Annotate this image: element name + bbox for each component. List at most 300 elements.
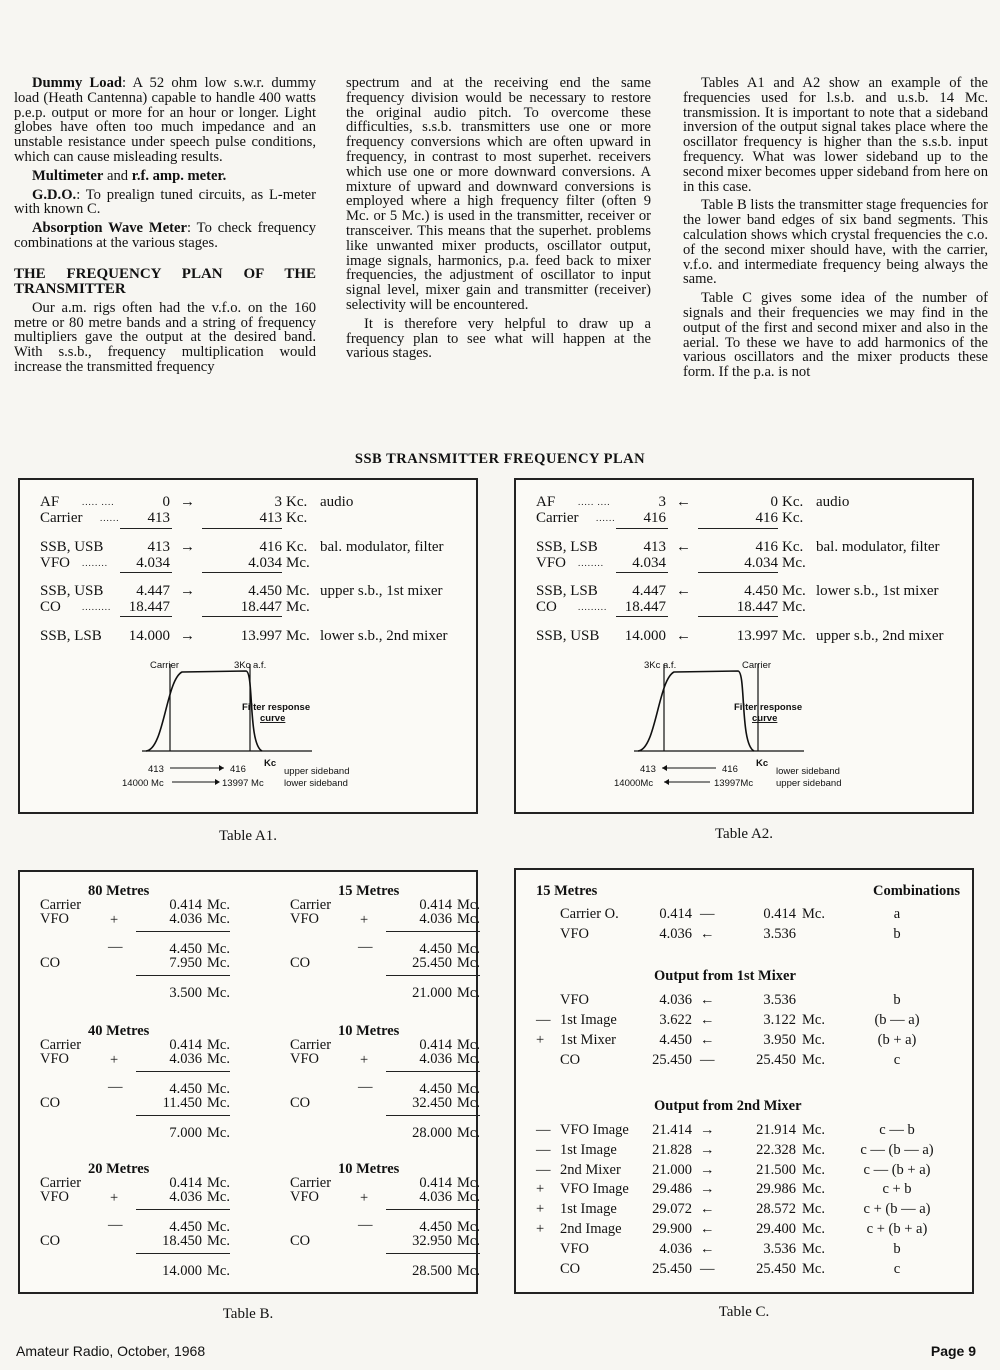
sign: + [536,1201,545,1218]
carrier-label: Carrier [290,1037,332,1053]
footer-page-number: Page 9 [930,1343,976,1359]
direction-arrow: ← [700,1221,715,1237]
paragraph: Our a.m. rigs often had the v.f.o. on the 160 metre or 80 metre bands and a string of frequency multipliers gave the output at the desired band. With s.s.b., frequency multiplication would increase the transmitted frequency [14,299,316,375]
band-edge-value: 21.000 [412,985,452,1001]
signal-label: CO [560,1260,581,1277]
arrow-head [219,765,224,771]
text-column-3 [683,76,988,384]
sign: + [536,1221,545,1237]
vfo-value: 4.036 [419,1051,452,1067]
unit-label: Mc. [286,583,310,599]
text-column-1 [14,76,316,379]
input-frequency: 0 [162,494,170,510]
signal-label: Carrier O. [560,906,619,922]
band-title: 10 Metres [338,1161,400,1177]
plan-title: SSB TRANSMITTER FREQUENCY PLAN [354,451,646,467]
leader-dots: ..... .... [82,497,115,507]
signal-label: VFO [560,992,590,1008]
text-column-2 [346,76,651,365]
frequency-row [516,583,972,599]
direction-arrow: → [180,583,195,599]
frequency-row [20,599,476,615]
sum-rule [386,975,480,976]
unit-label: Mc. [207,1081,230,1097]
term-dummy-load: Dummy Load [32,75,122,91]
frequency-row [20,583,476,599]
unit-label: Mc. [457,941,480,957]
band-block [40,884,230,1014]
sideband-label-1: upper sideband [284,766,350,777]
co-value: 11.450 [162,1095,202,1111]
co-label: CO [40,1095,61,1111]
carrier-value: 0.414 [169,1037,202,1053]
term-gdo: G.D.O. [32,186,77,203]
vfo-value: 4.036 [169,911,202,927]
sum-rule [136,1209,230,1210]
unit-label: Mc. [802,1012,825,1028]
minus-sign: — [358,1217,373,1233]
arrow-head [664,779,669,785]
carrier-label: Carrier [40,1175,82,1191]
direction-arrow: → [700,1181,715,1198]
direction-arrow: → [180,628,195,644]
input-frequency: 416 [643,510,666,526]
vfo-label: VFO [40,1051,70,1067]
unit-label: Mc. [457,1175,480,1191]
leader-dots: ..... .... [578,497,611,507]
frequency-b: 28.572 [756,1201,796,1218]
direction-arrow: ← [700,1201,715,1218]
unit-label: Mc. [207,1189,230,1205]
frequency-a: 29.900 [652,1221,692,1237]
combination: c + b [882,1181,912,1198]
row-label: AF [536,494,556,510]
unit-label: Mc. [457,911,480,927]
unit-label: Mc. [802,1260,825,1277]
input-frequency: 18.447 [624,599,666,615]
carrier-value: 0.414 [419,897,452,913]
vfo-label: VFO [290,1189,320,1205]
unit-label: Kc. [782,539,804,555]
combinations-heading: Combinations [872,883,960,899]
frequency-b: 3.536 [763,992,796,1008]
frequency-a: 21.414 [652,1122,692,1138]
section-heading: THE FREQUENCY PLAN OF THE TRANSMITTER [14,265,316,297]
output-frequency: 416 [259,539,282,555]
frequency-a: 4.036 [659,1240,692,1257]
stage-description: bal. modulator, filter [816,539,940,555]
frequency-row [516,628,972,644]
table-c-box [514,868,974,1294]
direction-arrow: — [700,1260,715,1277]
unit-label: Kc. [286,510,308,526]
frequency-b: 0.414 [763,906,796,922]
sum-rule [386,1253,480,1254]
unit-label: Mc. [457,955,480,971]
output-frequency: 4.034 [248,555,282,571]
sign: — [536,1122,551,1138]
sum-rule [120,572,172,573]
unit-label: Mc. [782,583,806,599]
signal-label: 1st Image [560,1201,617,1218]
band-title: 20 Metres [88,1161,150,1177]
signal-label: 1st Image [560,1012,617,1028]
leader-dots: ...... [100,513,120,523]
unit-label: Mc. [207,1125,230,1141]
row-label: CO [40,599,61,615]
unit-label: Mc. [207,1219,230,1235]
input-frequency: 4.447 [136,583,170,599]
frequency-b: 25.450 [756,1052,796,1068]
stage-description: upper s.b., 1st mixer [320,583,443,599]
unit-label: Mc. [802,1201,825,1218]
axis-tick-416: 416 [230,764,246,775]
unit-label: Kc. [286,539,308,555]
unit-label: Mc. [207,1175,230,1191]
row-label: CO [536,599,557,615]
signal-label: VFO Image [560,1122,629,1138]
direction-arrow: ← [676,583,691,599]
unit-label: Mc. [207,1263,230,1279]
table-b-box [18,870,478,1294]
band-title: 40 Metres [88,1023,150,1039]
co-label: CO [40,1233,61,1249]
row-label: SSB, USB [40,583,104,599]
sum-value: 4.450 [419,941,452,957]
unit-label: Mc. [457,897,480,913]
plus-sign: + [110,1190,119,1206]
direction-arrow: → [700,1161,715,1178]
sideband-label-1: lower sideband [776,766,840,777]
input-frequency: 14.000 [624,628,666,644]
unit-label: Kc. [782,510,804,526]
unit-label: Mc. [457,1081,480,1097]
signal-label: VFO [560,926,590,942]
sum-rule [386,1071,480,1072]
vfo-value: 4.036 [419,911,452,927]
carrier-label: Carrier [40,1037,82,1053]
row-label: SSB, LSB [536,583,598,599]
sum-rule [698,528,778,529]
sum-value: 4.450 [169,1219,202,1235]
carrier-value: 0.414 [169,1175,202,1191]
frequency-b: 3.536 [763,926,796,942]
sum-rule [616,616,668,617]
combination: (b — a) [874,1012,920,1028]
unit-label: Mc. [207,941,230,957]
co-value: 18.450 [162,1233,202,1249]
term-rf-amp-meter: r.f. amp. meter. [131,167,227,184]
footer-publication: Amateur Radio, October, 1968 [16,1343,206,1359]
arrow-head [662,765,667,771]
unit-label: Kc. [782,494,804,510]
input-frequency: 413 [147,539,170,555]
combination: c [893,1260,901,1277]
axis-unit-label: Kc [756,758,769,769]
output-frequency: 3 [274,494,282,510]
unit-label: Mc. [782,628,806,644]
input-frequency: 4.447 [632,583,666,599]
direction-arrow: — [700,906,715,922]
unit-label: Mc. [782,599,806,615]
frequency-b: 29.400 [756,1221,796,1237]
frequency-b: 3.536 [763,1240,796,1257]
unit-label: Kc. [286,494,308,510]
direction-arrow: → [180,494,195,510]
band-title: 80 Metres [88,883,150,899]
band-title: 15 Metres [536,883,598,899]
frequency-row [20,555,476,571]
unit-label: Mc. [457,1219,480,1235]
paragraph: spectrum and at the receiving end the same frequency division would be necessary to restore the original audio pitch. To overcome these difficulties, s.s.b. transmitters use one or more frequency conversions which are often upward in frequency, in contrast to most superhet. receivers which use one or more downward conversions. A mixture of upward and downward conversions is employed where a high frequency filter (often 9 Mc. or 5 Mc.) is used in the transmitter, receiver or transceiver. This means that the superhet. problems like unwanted mixer products, oscillator output, image signals, harmonics, p.a. feed back to mixer frequencies, the adjustment of oscillator to input signal level, mixer gain and transmitter (receiver) selectivity will be encountered. [346,75,651,313]
frequency-a: 25.450 [652,1052,692,1068]
sum-rule [616,528,668,529]
output-frequency: 13.997 [240,628,282,644]
sum-value: 4.450 [169,1081,202,1097]
input-frequency: 3 [658,494,666,510]
frequency-a: 29.072 [652,1201,692,1218]
unit-label: Mc. [802,1122,825,1138]
co-label: CO [290,1233,311,1249]
frequency-row [516,555,972,571]
frequency-b: 25.450 [756,1260,796,1277]
table-a1-caption: Table A1. [218,828,278,844]
table-c-content [516,870,972,1290]
vfo-value: 4.036 [169,1051,202,1067]
frequency-a: 4.450 [659,1032,692,1048]
filter-response-label: Filter response [734,702,803,713]
unit-label: Mc. [802,906,825,922]
unit-label: Mc. [457,1125,480,1141]
unit-label: Mc. [457,1095,480,1111]
vfo-label: VFO [40,1189,70,1205]
carrier-label: Carrier [40,897,82,913]
unit-label: Mc. [286,628,310,644]
term-wave-meter: Absorption Wave Meter [32,220,187,237]
carrier-value: 0.414 [419,1175,452,1191]
output-frequency: 416 [755,510,778,526]
sum-rule [202,528,282,529]
diagram-top-right-label: Carrier [742,660,772,671]
sum-rule [136,975,230,976]
row-label: Carrier [40,510,83,526]
frequency-a: 0.414 [659,906,692,922]
input-frequency: 413 [643,539,666,555]
frequency-b: 29.986 [756,1181,796,1198]
table-a2-caption: Table A2. [714,826,774,842]
signal-label: 2nd Image [560,1221,622,1237]
sign: + [536,1181,545,1198]
unit-label: Mc. [286,555,310,571]
band-block [290,1162,480,1292]
axis-tick-13997: 13997Mc [714,778,754,789]
combination: c + (b — a) [863,1201,931,1218]
paragraph-text: and [103,167,132,184]
paragraph-wave-meter [14,221,316,251]
frequency-b: 3.950 [763,1032,796,1048]
row-label: SSB, LSB [536,539,598,555]
axis-tick-413: 413 [148,764,164,775]
output-frequency: 4.450 [248,583,282,599]
unit-label: Mc. [802,1141,825,1158]
combination: c + (b + a) [866,1221,928,1237]
signal-label: VFO [560,1240,590,1257]
sum-rule [120,616,172,617]
frequency-a: 29.486 [652,1181,692,1198]
unit-label: Mc. [207,955,230,971]
direction-arrow: ← [700,1012,715,1028]
sum-rule [136,1115,230,1116]
minus-sign: — [108,939,123,955]
axis-tick-14000: 14000 Mc [122,778,164,789]
frequency-a: 21.828 [652,1141,692,1158]
filter-response-label-2: curve [752,713,778,724]
direction-arrow: ← [676,494,691,510]
unit-label: Mc. [802,1221,825,1237]
table-c-caption: Table C. [718,1304,770,1320]
frequency-row [516,494,972,510]
leader-dots: ........ [578,558,604,568]
frequency-row [516,539,972,555]
sign: — [536,1141,551,1158]
stage-description: audio [816,494,850,510]
row-label: SSB, USB [536,628,600,644]
row-label: AF [40,494,60,510]
carrier-label: Carrier [290,897,332,913]
vfo-label: VFO [40,911,70,927]
filter-response-label: Filter response [242,702,311,713]
band-block [40,1024,230,1154]
frequency-a: 4.036 [659,926,692,942]
paragraph-gdo [14,188,316,218]
unit-label: Mc. [782,555,806,571]
signal-label: CO [560,1052,581,1068]
unit-label: Mc. [457,1051,480,1067]
input-frequency: 4.034 [136,555,170,571]
combination: b [893,926,901,942]
band-block [290,884,480,1014]
unit-label: Mc. [457,1037,480,1053]
diagram-top-right-label: 3Kc a.f. [234,660,267,671]
direction-arrow: → [700,1122,715,1138]
sum-rule [136,1253,230,1254]
unit-label: Mc. [802,1240,825,1257]
minus-sign: — [358,939,373,955]
sum-value: 4.450 [419,1219,452,1235]
section-heading: Output from 1st Mixer [654,968,796,984]
axis-tick-413: 413 [640,764,656,775]
unit-label: Mc. [802,1161,825,1178]
row-label: SSB, USB [40,539,104,555]
direction-arrow: ← [700,926,715,942]
plus-sign: + [110,1052,119,1068]
stage-description: lower s.b., 1st mixer [816,583,939,599]
sum-rule [386,1209,480,1210]
frequency-a: 25.450 [652,1260,692,1277]
paragraph-dummy-load [14,76,316,165]
output-frequency: 416 [755,539,778,555]
term-multimeter: Multimeter [32,167,104,184]
sign: — [536,1012,551,1028]
frequency-row [20,494,476,510]
combination: c — b [879,1122,915,1138]
combination: a [893,906,901,922]
arrow-head [215,779,220,785]
table-a1-box [18,478,478,814]
leader-dots: ........ [82,558,108,568]
minus-sign: — [108,1217,123,1233]
co-value: 25.450 [412,955,452,971]
stage-description: lower s.b., 2nd mixer [320,628,448,644]
direction-arrow: → [180,539,195,555]
unit-label: Mc. [457,1233,480,1249]
unit-label: Mc. [802,1181,825,1198]
band-edge-value: 14.000 [162,1263,202,1279]
frequency-b: 21.500 [756,1161,796,1178]
frequency-row [20,510,476,526]
plus-sign: + [360,1190,369,1206]
unit-label: Mc. [207,1233,230,1249]
axis-tick-416: 416 [722,764,738,775]
co-value: 7.950 [169,955,202,971]
frequency-a: 4.036 [659,992,692,1008]
carrier-label: Carrier [290,1175,332,1191]
frequency-b: 21.914 [756,1122,796,1138]
sign: — [536,1161,551,1178]
output-frequency: 0 [770,494,778,510]
frequency-row [20,539,476,555]
direction-arrow: ← [676,539,691,555]
unit-label: Mc. [802,1052,825,1068]
combination: c [893,1052,901,1068]
unit-label: Mc. [457,1263,480,1279]
input-frequency: 18.447 [128,599,170,615]
row-label: Carrier [536,510,579,526]
direction-arrow: ← [700,1032,715,1048]
sum-rule [386,1115,480,1116]
minus-sign: — [358,1079,373,1095]
paragraph-text: : To prealign tuned circuits, as L-meter with known C. [14,186,316,218]
frequency-b: 22.328 [756,1141,796,1158]
combination: c — (b + a) [863,1161,931,1178]
combination: (b + a) [877,1032,917,1048]
plus-sign: + [360,1052,369,1068]
filter-response-diagram-a1 [20,660,476,810]
signal-label: 2nd Mixer [560,1161,621,1178]
filter-response-diagram-a2 [516,660,972,810]
band-edge-value: 28.500 [412,1263,452,1279]
leader-dots: ......... [578,602,608,612]
stage-description: bal. modulator, filter [320,539,444,555]
carrier-value: 0.414 [169,897,202,913]
leader-dots: ...... [596,513,616,523]
frequency-row [516,510,972,526]
combination: c — (b — a) [860,1141,934,1158]
diagram-top-left-label: Carrier [150,660,180,671]
band-edge-value: 28.000 [412,1125,452,1141]
vfo-label: VFO [290,911,320,927]
vfo-label: VFO [290,1051,320,1067]
leader-dots: ......... [82,602,112,612]
sum-rule [136,931,230,932]
axis-tick-14000: 14000Mc [614,778,654,789]
band-edge-value: 3.500 [169,985,202,1001]
unit-label: Mc. [207,911,230,927]
output-frequency: 4.450 [744,583,778,599]
direction-arrow: ← [700,1240,715,1257]
minus-sign: — [108,1079,123,1095]
band-edge-value: 7.000 [169,1125,202,1141]
